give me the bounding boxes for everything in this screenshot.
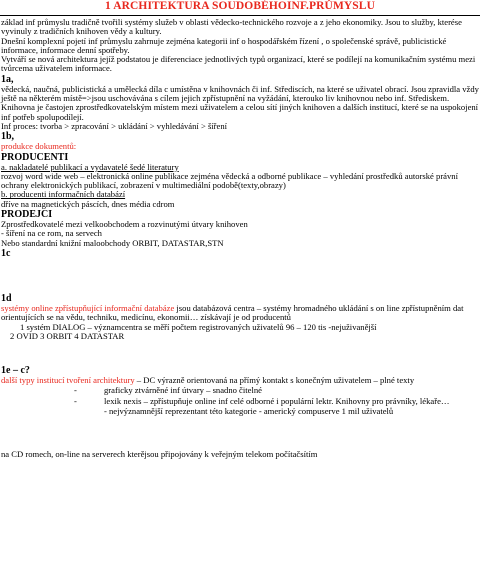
section-1e-sub-line: - nejvýznamnější reprezentant této kategorie - americký compuserve 1 mil uživatelů [104, 406, 394, 417]
section-1d-label: 1d [1, 292, 12, 304]
producer-b-text: dříve na magnetických páscích, dnes média cdrom [1, 198, 175, 209]
section-1d-line-2: 1 systém DIALOG – významcentra se měří počtem registrovaných uživatelů 96 – 120 tis -nejuživanější [20, 321, 377, 332]
heading-prodejci: PRODEJCI [1, 209, 53, 221]
blank-space [1, 259, 479, 293]
section-1c-label: 1c [1, 247, 11, 259]
blank-space [1, 341, 479, 365]
section-1e-label: 1e – c? [1, 365, 30, 377]
producer-b-label: b. producenti informačních databází [1, 189, 126, 200]
producer-a-text: rozvoj word wide web – elektronická online publikace zejména vědecká a odborné publikace – vyhledání prostředků autorské právní ochrany elektronických publikací, zobrazení v multimediální podobě(texty,obrazy) [1, 170, 458, 191]
intro-paragraph-2: Dnešní komplexní pojetí inf průmyslu zahrnuje zejména kategorii inf o hospodářském řízení , o společenské správě, publicistické informace, informace denní spotřeby. [1, 35, 447, 55]
section-1e-highlight: další typy institucí tvoření architektury [1, 375, 135, 386]
section-1e-bullet-list [1, 386, 479, 406]
section-1a-paragraph-1: vědecká, naučná, publicistická a umělecká díla c umístěna v knihovnách či inf. Střediscích, na které se uživatel obrací. Jsou zpravidla vždy ještě na některém místě=>jsou uschovávána s cílem jejich zpřístupnění na vyžádání, kterouko liv knihovnou nebo inf. Střediskem. [1, 83, 479, 104]
document-title: 1 ARCHITEKTURA SOUDOBÉHOINF.PRŮMYSLU [105, 0, 375, 12]
intro-paragraph-1: základ inf průmyslu tradičně tvořili systémy služeb v oblasti vědecko-technického rozvoje a z jeho ekonomiky. Jsou to služby, kterése vyvinuly z tradičních knihoven vědy a kultury. [1, 17, 462, 37]
section-1d-text: jsou databázová centra – systémy hromadného ukládání s on line zpřístupněním dat orientujících se na vědu, techniku, medicínu, ekonomii… získávají je od producentů [1, 302, 464, 323]
prodejci-text-1: Zprostředkovatelé mezi velkoobchodem a rozvinutými útvary knihoven [1, 219, 248, 230]
document-body [0, 16, 480, 460]
blank-space [1, 416, 479, 450]
list-item: - lexik nexis – zpřístupňuje online inf celé odborné i populární lektr. Knihovny pro právníky, lékaře… [104, 397, 479, 406]
section-1b-subtitle: produkce dokumentů: [1, 141, 77, 152]
section-1d-line-3: 2 OVID 3 ORBIT 4 DATASTAR [10, 330, 125, 341]
section-1e-text: – DC výrazně orientovaná na přímý kontakt s konečným uživatelem – plné texty [134, 375, 415, 386]
section-1e-paragraph [1, 376, 479, 385]
list-item: - graficky ztvárněné inf útvary – snadno čitelné [104, 386, 479, 395]
section-1b-label: 1b, [1, 131, 15, 143]
heading-producenti: PRODUCENTI [1, 151, 69, 163]
intro-paragraph-3: Vytváří se nová architektura jejíž podstatou je diferenciace jednotlivých typů organizací, které se podílejí na komunikačním systému mezi tvůrcema uživatelem informace. [1, 54, 476, 74]
prodejci-text-3: Nebo standardní knižní maloobchody ORBIT, DATASTAR,STN [1, 237, 224, 248]
section-1d-highlight: systémy online zpřístupňující informační databáze [1, 302, 175, 313]
section-1d-paragraph [1, 304, 479, 323]
producer-a-label: a. nakladatelé publikací a vydavatelé šedé literatury [1, 161, 179, 172]
section-1a-label: 1a, [1, 73, 14, 85]
section-1a-paragraph-2: Knihovna je častojen zprostředkovatelským místem mezi uživatelem a celou sítí jiných knihoven a dalších institucí, které se na uspokojení inf potřeb spolupodílejí. [1, 102, 479, 122]
prodejci-text-2: - šíření na ce rom, na servech [1, 228, 102, 239]
section-1e-last-line: na CD romech, on-line na serverech kterějsou připojovány k veřejným telekom počítačsítím [1, 449, 318, 460]
section-1a-process: Inf proces: tvorba > zpracování > ukládání > vyhledávání > šíření [1, 120, 228, 131]
